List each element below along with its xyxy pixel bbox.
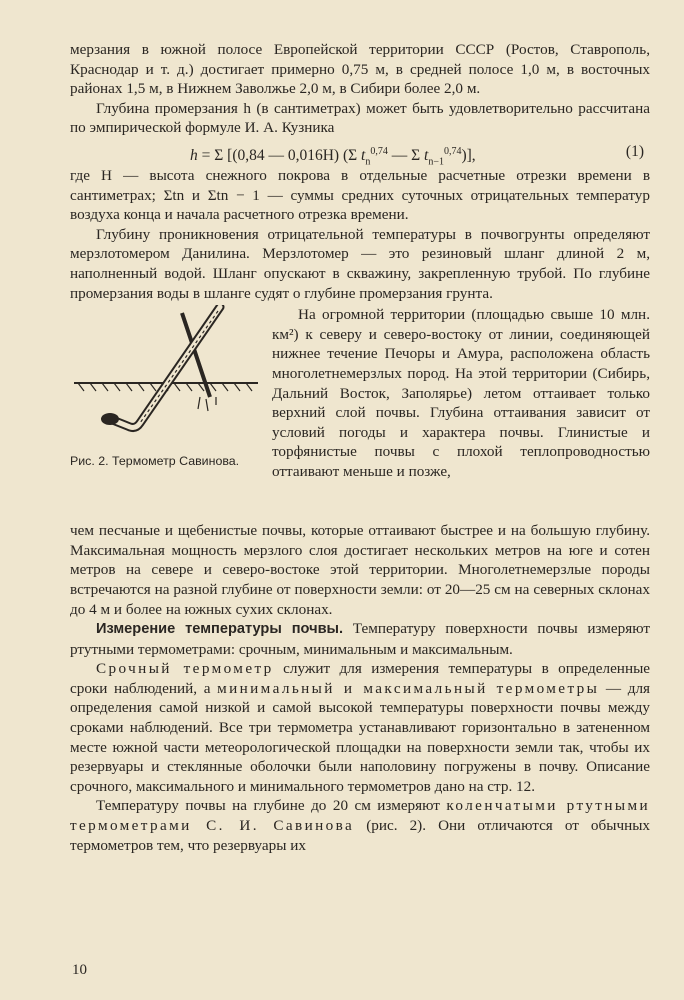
wrap-text-column <box>272 305 650 481</box>
thermometers-text-2: — для определения самой низкой и самой высокой температуры поверхности почвы между сроками наблюдений. Все три термометра устанавливают горизонтально в затененном месте южной части метеорологической площадки на поверхности земли так, чтобы их резервуары и стеклянные оболочки были наполовину погружены в почву. Описание срочного, максимального и минимального термометров дано на стр. 12. <box>70 679 651 795</box>
formula-number: (1) <box>625 142 644 160</box>
formula-exp-2: 0,74 <box>443 145 462 157</box>
figure-wrap-area <box>70 305 650 521</box>
savinov-text-1: Температуру почвы на глубине до 20 см измеряют <box>96 797 440 815</box>
term-min-max-thermometers: минимальный и максимальный термометры <box>217 679 600 697</box>
paragraph-thermometers <box>70 659 650 796</box>
paragraph-permafrost-wrapped: На огромной территории (площадью свыше 10 млн. км²) к северу и северо-востоку от линии, соединяющей нижнее течение Печоры и Амура, расположена область многолетнемерзлых пород. На этой территории (Сибирь, Дальний Восток, Заполярье) летом оттаивает только верхний слой почвы. Глубина оттаивания зависит от условий погоды и характера почвы. Глинистые и торфянистые почвы с плохой теплопроводностью оттаивают меньше и позже, <box>272 306 650 480</box>
section-heading: Измерение температуры почвы. <box>96 621 344 638</box>
formula-sub-n1: n−1 <box>428 156 444 168</box>
figure-savinov-thermometer <box>70 305 262 521</box>
formula-lhs: h <box>190 147 198 165</box>
paragraph-where: где H — высота снежного покрова в отдельные расчетные отрезки времени в сантиметрах; Σtn и Σtn − 1 — суммы средних суточных отрицательных температур воздуха конца и начала расчетного отрезка времени. <box>70 166 650 224</box>
savinov-text-2: (рис. 2). Они отличаются от обычных термометров тем, что резервуары их <box>70 817 651 854</box>
thermometers-text-1: служит для измерения температуры в определенные сроки наблюдений, а <box>70 660 651 697</box>
text-column <box>70 40 650 855</box>
formula-exp-1: 0,74 <box>370 145 388 157</box>
paragraph-permafrost-continued: чем песчаные и щебенистые почвы, которые оттаивают быстрее и на большую глубину. Максимальная мощность мерзлого слоя достигает нескольких метров на юге и сотен метров на севере и северо-востоке этой территории. Многолетнемерзлые породы встречаются на разной глубине от поверхности земли: от 20—25 см на северных склонах до 4 м и более на южных сухих склонах. <box>70 522 650 618</box>
thermometer-drawing <box>70 305 262 445</box>
paragraph-intro: мерзания в южной полосе Европейской территории СССР (Ростов, Ставрополь, Краснодар и т. д.) достигает примерно 0,75 м, в средней полосе 1,0 м, в восточных районах 1,5 м, в Нижнем Заволжье 2,0 м, в Сибири более 2,0 м. <box>70 41 650 98</box>
page-number: 10 <box>72 962 87 978</box>
formula-expression: h = Σ [(0,84 — 0,016H) (Σ $t_n^{0,74}$ — Σ $t_{n-1}^{0,74}$)], <box>190 145 476 168</box>
paragraph-depth-formula-intro: Глубина промерзания h (в сантиметрах) может быть удовлетворительно рассчитана по эмпирической формуле И. А. Кузника <box>70 99 650 137</box>
formula-kuznik <box>70 140 650 166</box>
paragraph-savinov <box>70 796 650 855</box>
formula-coefficient: (0,84 — 0,016H) <box>232 147 340 165</box>
paragraph-frost-gauge: Глубину проникновения отрицательной температуры в почвогрунты определяют мерзлотомером Данилина. Мерзлотомер — это резиновый шланг длиной 2 м, наполненный водой. Шланг опускают в скважину, закрепленную трубой. По глубине промерзания воды в шланге судят о глубине промерзания грунта. <box>70 225 650 302</box>
formula-sub-n: n <box>365 156 371 168</box>
figure-caption: Рис. 2. Термометр Савинова. <box>70 454 240 469</box>
term-savinov-thermometers: коленчатыми ртутными термометрами С. И. Савинова <box>70 797 651 835</box>
term-urgent-thermometer: Срочный термометр <box>96 660 274 678</box>
paragraph-soil-temperature <box>70 619 650 659</box>
section-text: Температуру поверхности почвы измеряют ртутными термометрами: срочным, минимальным и максимальным. <box>70 620 650 658</box>
